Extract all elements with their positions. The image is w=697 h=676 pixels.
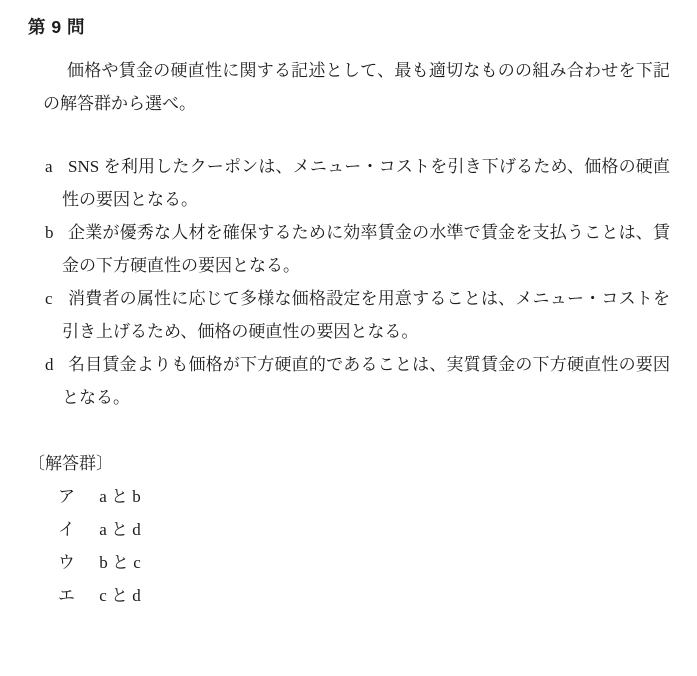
statement-d-text: 名目賃金よりも価格が下方硬直的であることは、実質賃金の下方硬直性の要因となる。 <box>62 355 670 407</box>
statement-a-text: SNS を利用したクーポンは、メニュー・コストを引き下げるため、価格の硬直性の要因となる。 <box>62 157 670 209</box>
answer-option-a-kana: ア <box>58 487 75 506</box>
answer-option-u-kana: ウ <box>58 553 75 572</box>
statement-b-label: b <box>45 223 54 242</box>
answer-option-e-kana: エ <box>58 586 75 605</box>
statement-list <box>45 150 670 414</box>
answer-group <box>0 447 697 612</box>
answer-option-i-text: a と d <box>99 520 141 539</box>
statement-b-text: 企業が優秀な人材を確保するために効率賃金の水準で賃金を支払うことは、賃金の下方硬直性の要因となる。 <box>62 223 670 275</box>
answer-option-u <box>58 546 697 579</box>
answer-option-a <box>58 480 697 513</box>
answer-group-label: 〔解答群〕 <box>28 454 113 473</box>
answer-option-e <box>58 579 697 612</box>
statement-d-label: d <box>45 355 54 374</box>
statement-d <box>45 348 670 414</box>
question-prompt: 価格や賃金の硬直性に関する記述として、最も適切なものの組み合わせを下記の解答群から選べ。 <box>43 61 670 113</box>
statement-a <box>45 150 670 216</box>
answer-option-i-kana: イ <box>58 520 75 539</box>
statement-c <box>45 282 670 348</box>
exam-question-page <box>0 16 697 676</box>
statement-c-text: 消費者の属性に応じて多様な価格設定を用意することは、メニュー・コストを引き上げるため、価格の硬直性の要因となる。 <box>62 289 670 341</box>
statement-c-label: c <box>45 289 53 308</box>
answer-option-i <box>58 513 697 546</box>
answer-option-e-text: c と d <box>99 586 141 605</box>
answer-option-a-text: a と b <box>99 487 141 506</box>
answer-option-u-text: b と c <box>99 553 141 572</box>
statement-b <box>45 216 670 282</box>
statement-a-label: a <box>45 157 53 176</box>
question-number-heading: 第 9 問 <box>28 17 85 37</box>
